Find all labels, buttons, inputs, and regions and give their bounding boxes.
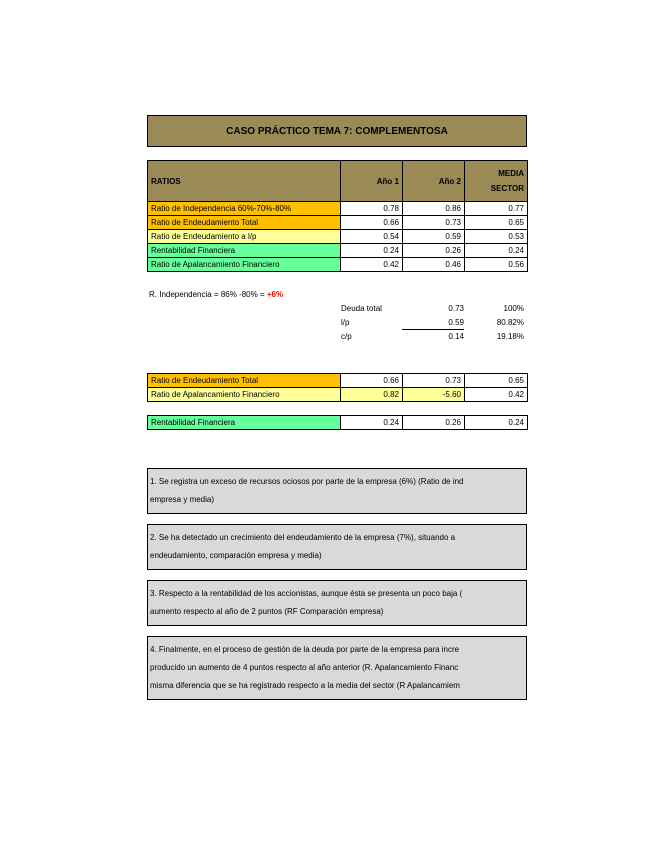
ratios-table [147,160,528,272]
table-header-row [148,161,528,202]
ratio-ano2: 0.26 [403,416,465,430]
independencia-formula [149,290,283,299]
observation-4 [147,636,527,700]
ratio-ano2: 0.73 [403,374,465,388]
rentabilidad-table [147,415,528,430]
ratio-media: 0.24 [465,416,528,430]
observation-line: aumento respecto al año de 2 puntos (RF Comparación empresa) [150,607,384,616]
table-row [148,202,528,216]
header-media-line2: SECTOR [490,184,524,193]
ratio-name: Ratio de Apalancamiento Financiero [148,388,341,402]
deuda-pct: 19.18% [496,332,524,341]
independencia-text: R. Independencia = 86% -80% = [149,290,267,299]
deuda-value: 0.14 [448,332,464,341]
ratio-name: Rentabilidad Financiera [148,244,341,258]
table-row [148,244,528,258]
ratio-ano1: 0.24 [341,416,403,430]
observation-line: 1. Se registra un exceso de recursos ociosos por parte de la empresa (6%) (Ratio de ind [150,477,464,486]
ratio-ano2: 0.86 [403,202,465,216]
table-row [148,216,528,230]
ratio-media: 0.56 [465,258,528,272]
observation-line: 3. Respecto a la rentabilidad de los accionistas, aunque ésta se presenta un poco baja ( [150,589,463,598]
table-row [148,374,528,388]
table-row [148,230,528,244]
header-ano2: Año 2 [403,161,465,202]
ratio-ano1: 0.54 [341,230,403,244]
ratio-media: 0.65 [465,216,528,230]
header-media-line1: MEDIA [498,169,524,178]
observation-3 [147,580,527,626]
ratio-name: Ratio de Apalancamiento Financiero [148,258,341,272]
ratio-ano2: 0.26 [403,244,465,258]
ratio-media: 0.42 [465,388,528,402]
ratio-name: Ratio de Endeudamiento Total [148,374,341,388]
ratio-name: Ratio de Endeudamiento Total [148,216,341,230]
page-title: CASO PRÁCTICO TEMA 7: COMPLEMENTOSA [147,115,527,147]
ratio-media: 0.24 [465,244,528,258]
ratio-ano2: -5.60 [403,388,465,402]
header-ratios: RATIOS [148,161,341,202]
endeudamiento-table [147,373,528,402]
ratio-media: 0.65 [465,374,528,388]
deuda-pct: 100% [503,304,524,313]
observation-line: misma diferencia que se ha registrado respecto a la media del sector (R Apalancamiem [150,681,460,690]
ratio-ano2: 0.59 [403,230,465,244]
header-ano1: Año 1 [341,161,403,202]
observation-line: producido un aumento de 4 puntos respecto al año anterior (R. Apalancamiento Financ [150,663,459,672]
observation-1 [147,468,527,514]
observation-2 [147,524,527,570]
deuda-label: c/p [341,332,352,341]
ratio-ano2: 0.73 [403,216,465,230]
ratio-name: Ratio de Independencia 60%-70%-80% [148,202,341,216]
independencia-result: +6% [266,290,284,299]
deuda-value: 0.59 [448,318,464,327]
ratio-name: Rentabilidad Financiera [148,416,341,430]
ratio-media: 0.77 [465,202,528,216]
deuda-pct: 80.82% [496,318,524,327]
deuda-label: l/p [341,318,350,327]
deuda-label: Deuda total [341,304,382,313]
ratio-ano1: 0.24 [341,244,403,258]
table-row [148,416,528,430]
observation-line: 2. Se ha detectado un crecimiento del endeudamiento de la empresa (7%), situando a [150,533,456,542]
ratio-ano2: 0.46 [403,258,465,272]
ratio-ano1: 0.66 [341,374,403,388]
ratio-media: 0.53 [465,230,528,244]
ratio-ano1: 0.78 [341,202,403,216]
sum-divider [402,329,464,330]
observation-line: empresa y media) [150,495,215,504]
header-media [465,161,528,202]
table-row [148,258,528,272]
observation-line: endeudamiento, comparación empresa y media) [150,551,322,560]
ratio-ano1: 0.42 [341,258,403,272]
table-row [148,388,528,402]
ratio-ano1: 0.82 [341,388,403,402]
observation-line: 4. Finalmente, en el proceso de gestión de la deuda por parte de la empresa para incre [150,645,460,654]
ratio-name: Ratio de Endeudamiento a l/p [148,230,341,244]
deuda-value: 0.73 [448,304,464,313]
ratio-ano1: 0.66 [341,216,403,230]
